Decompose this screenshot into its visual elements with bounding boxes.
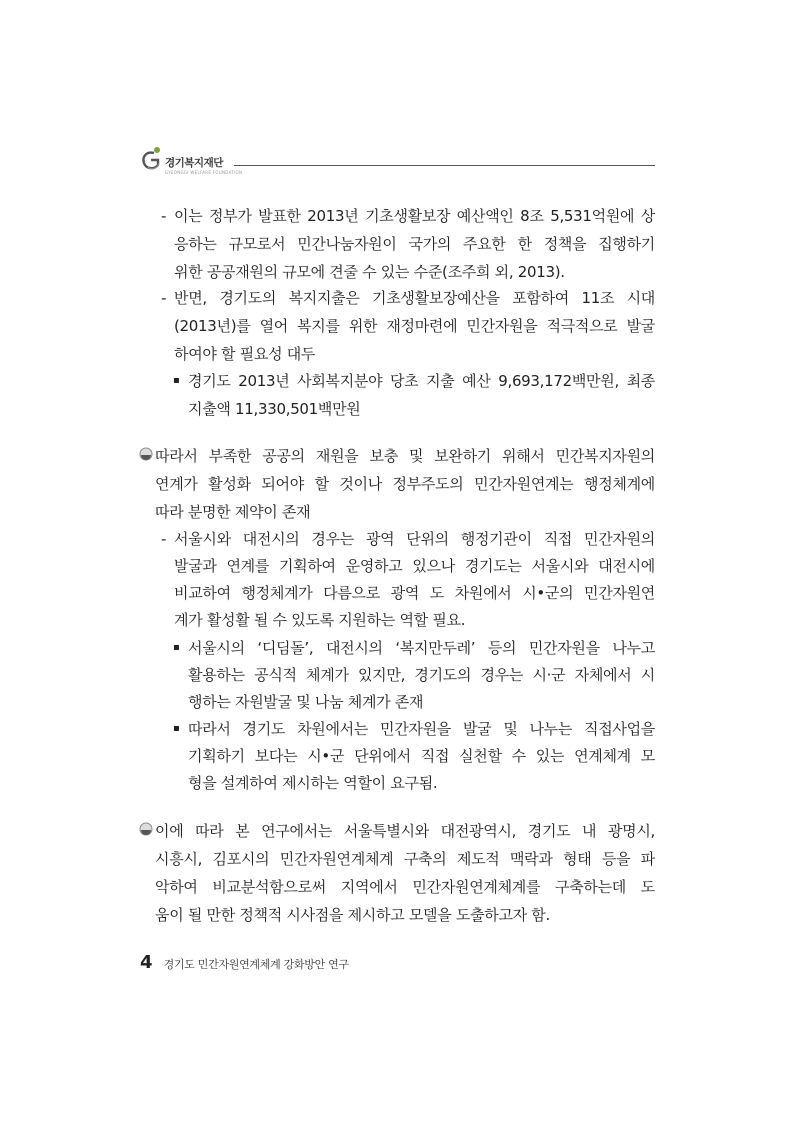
text-line: 따라서 부족한 공공의 재원을 보충 및 보완하기 위해서 민간복지자원의	[155, 447, 655, 465]
text-line: 반면, 경기도의 복지지출은 기초생활보장예산을 포함하여 11조 시대	[174, 289, 655, 307]
dash-marker: -	[161, 289, 167, 307]
text-line: 서울시와 대전시의 경우는 광역 단위의 행정기관이 직접 민간자원의	[174, 530, 655, 548]
text-line: 응하는 규모로서 민간나눔자원이 국가의 주요한 한 정책을 집행하기	[174, 235, 655, 253]
text-line: 이는 정부가 발표한 2013년 기초생활보장 예산액인 8조 5,531억원에 상	[174, 207, 655, 225]
text-line: 하여야 할 필요성 대두	[174, 345, 316, 363]
text-line: 기획하기 보다는 시•군 단위에서 직접 실천할 수 있는 연계체계 모	[188, 747, 655, 765]
text-line: 서울시의 ‘디딤돌’, 대전시의 ‘복지만두레’ 등의 민간자원을 나누고	[188, 639, 655, 657]
dash-marker: -	[161, 530, 167, 548]
square-bullet-icon: ▪	[173, 723, 180, 734]
square-bullet-icon: ▪	[173, 375, 180, 386]
page-number: 4	[140, 952, 153, 973]
footer-title: 경기도 민간자원연계체계 강화방안 연구	[163, 958, 349, 971]
text-line: 경기도 2013년 사회복지분야 당초 지출 예산 9,693,172백만원, 최종	[188, 372, 655, 390]
text-line: 비교하여 행정체계가 다름으로 광역 도 차원에서 시•군의 민간자원연	[174, 584, 655, 602]
text-line: 활용하는 공식적 체계가 있지만, 경기도의 경우는 시·군 자체에서 시	[188, 666, 655, 684]
text-line: 발굴과 연계를 기획하여 운영하고 있으나 경기도는 서울시와 대전시에	[174, 557, 655, 575]
round-bullet-icon	[139, 822, 153, 836]
text-line: (2013년)를 열어 복지를 위한 재정마련에 민간자원을 적극적으로 발굴	[174, 317, 655, 335]
org-name: 경기복지재단	[165, 157, 223, 169]
header-divider	[234, 165, 655, 166]
page-footer	[140, 952, 349, 976]
text-line: 따라 분명한 제약이 존재	[155, 503, 311, 521]
foundation-logo-icon	[140, 146, 162, 172]
text-line: 지출액 11,330,501백만원	[188, 400, 361, 418]
text-line: 행하는 자원발굴 및 나눔 체계가 존재	[188, 693, 424, 711]
text-line: 연계가 활성화 되어야 할 것이나 정부주도의 민간자원연계는 행정체계에	[155, 475, 655, 493]
square-bullet-icon: ▪	[173, 642, 180, 653]
text-line: 시흥시, 김포시의 민간자원연계체계 구축의 제도적 맥락과 형태 등을 파	[155, 850, 655, 868]
text-line: 위한 공공재원의 규모에 견줄 수 있는 수준(조주희 외, 2013).	[174, 263, 565, 281]
text-line: 악하여 비교분석함으로써 지역에서 민간자원연계체계를 구축하는데 도	[155, 878, 655, 896]
text-line: 이에 따라 본 연구에서는 서울특별시와 대전광역시, 경기도 내 광명시,	[155, 822, 655, 840]
dash-marker: -	[161, 207, 167, 225]
page-header	[140, 146, 655, 178]
round-bullet-icon	[139, 447, 153, 461]
text-line: 계가 활성활 될 수 있도록 지원하는 역할 필요.	[174, 611, 466, 629]
text-line: 움이 될 만한 정책적 시사점을 제시하고 모델을 도출하고자 함.	[155, 906, 550, 924]
text-line: 따라서 경기도 차원에서는 민간자원을 발굴 및 나누는 직접사업을	[188, 720, 655, 738]
org-subtitle: GYEONGGI WELFARE FOUNDATION	[165, 170, 243, 175]
text-line: 형을 설계하여 제시하는 역할이 요구됨.	[188, 774, 438, 792]
